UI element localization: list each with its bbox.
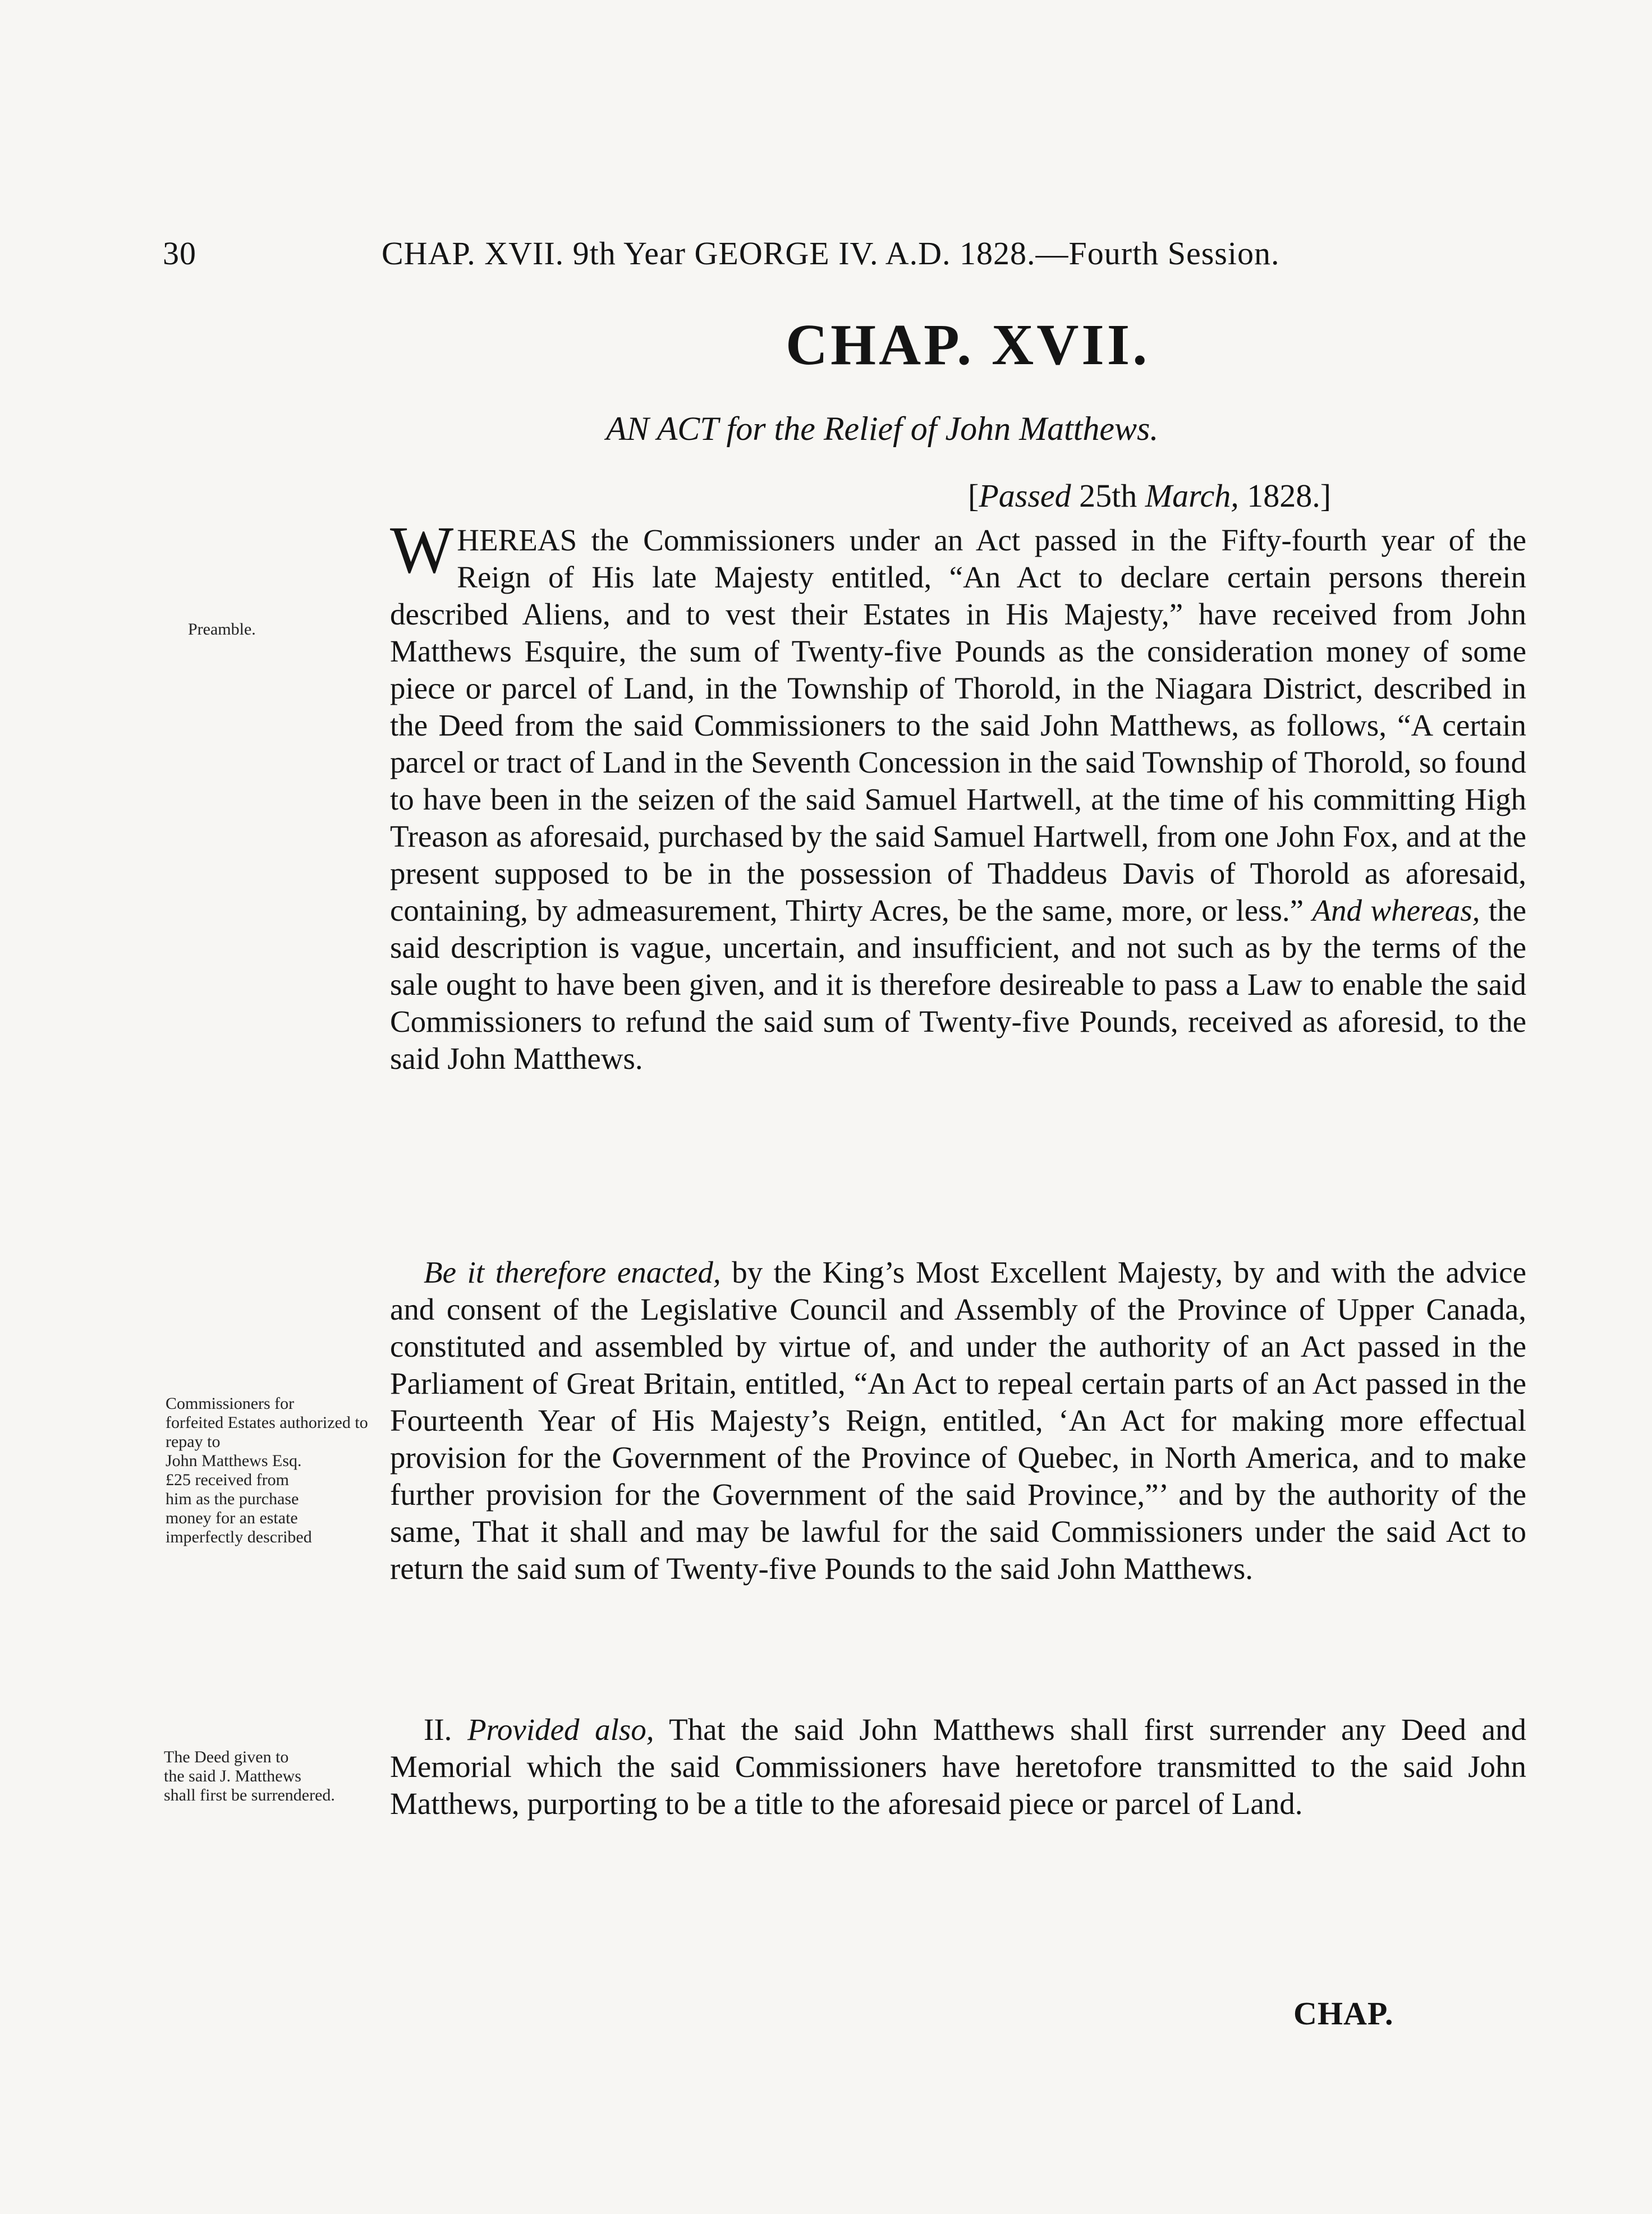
passed-label: Passed [979, 477, 1071, 514]
paragraph-preamble [390, 512, 1527, 1077]
paragraph-enactment [390, 1254, 1526, 1587]
margin-note-deed: The Deed given to the said J. Matthews shall first be surrendered. [164, 1748, 335, 1804]
passed-open: [ [968, 477, 979, 514]
section-numeral: II. [424, 1712, 452, 1747]
catchword: CHAP. [1293, 1995, 1394, 2032]
section-italic: Provided also, [467, 1712, 654, 1747]
act-title: AN ACT for the Relief of John Matthews. [606, 410, 1159, 447]
preamble-body-2: the said description is vague, uncertain, and insufficient, and not such as by the terms of the sale ought to have been given, and it is therefore desireable to pass a Law to enable the said Commissioners to refund the said sum of Twenty-five Pounds, received as aforesid, to the said John Matthews. [390, 893, 1527, 1076]
passed-year: 1828.] [1247, 477, 1332, 514]
drop-cap: W [390, 512, 454, 587]
section-body: That the said John Matthews shall first surrender any Deed and Memorial which the said Commissioners have heretofore transmitted to the said John Matthews, purporting to be a title to the aforesaid piece or parcel of Land. [390, 1712, 1527, 1821]
passed-day: 25th [1079, 477, 1137, 514]
passed-month: March, [1145, 477, 1239, 514]
margin-note-preamble: Preamble. [188, 620, 256, 639]
passed-date [968, 477, 1331, 515]
preamble-italic: And whereas, [1312, 893, 1480, 927]
enactment-italic: Be it therefore enacted, [424, 1255, 721, 1289]
page-number: 30 [163, 235, 196, 272]
enactment-body: by the King’s Most Excellent Majesty, by and with the advice and consent of the Legislative Council and Assembly of the Province of Upper Canada, constituted and assembled by virtue of, and under the authority of an Act passed in the Parliament of Great Britain, entitled, “An Act to repeal certain parts of an Act passed in the Fourteenth Year of His Majesty’s Reign, entitled, ‘An Act for making more effectual provision for the Government of the Province of Quebec, in North America, and to make further provision for the Government of the said Province,”’ and by the authority of the same, That it shall and may be lawful for the said Commissioners under the said Act to return the said sum of Twenty-five Pounds to the said John Matthews. [390, 1255, 1526, 1586]
running-head [163, 235, 1521, 274]
paragraph-section-two [390, 1711, 1526, 1822]
margin-note-commissioners: Commissioners for forfeited Estates authorized to repay to John Matthews Esq. £25 received from him as the purchase money for an estate imperfectly described [166, 1394, 368, 1546]
preamble-body-1: HEREAS the Commissioners under an Act passed in the Fifty-fourth year of the Reign of His late Majesty entitled, “An Act to declare certain persons therein described Aliens, and to vest their Estates in His Majesty,” have received from John Matthews Esquire, the sum of Twenty-five Pounds as the consideration money of some piece or parcel of Land, in the Township of Thorold, in the Niagara District, described in the Deed from the said Commissioners to the said John Matthews, as follows, “A certain parcel or tract of Land in the Seventh Concession in the said Township of Thorold, so found to have been in the seizen of the said Samuel Hartwell, at the time of his committing High Treason as aforesaid, purchased by the said Samuel Hartwell, from one John Fox, and at the present supposed to be in the possession of Thaddeus Davis of Thorold as aforesaid, containing, by admeasurement, Thirty Acres, be the same, more, or less.” [390, 523, 1526, 927]
chapter-title: CHAP. XVII. [786, 313, 1150, 377]
running-head-text: CHAP. XVII. 9th Year GEORGE IV. A.D. 1828.—Fourth Session. [382, 235, 1280, 272]
